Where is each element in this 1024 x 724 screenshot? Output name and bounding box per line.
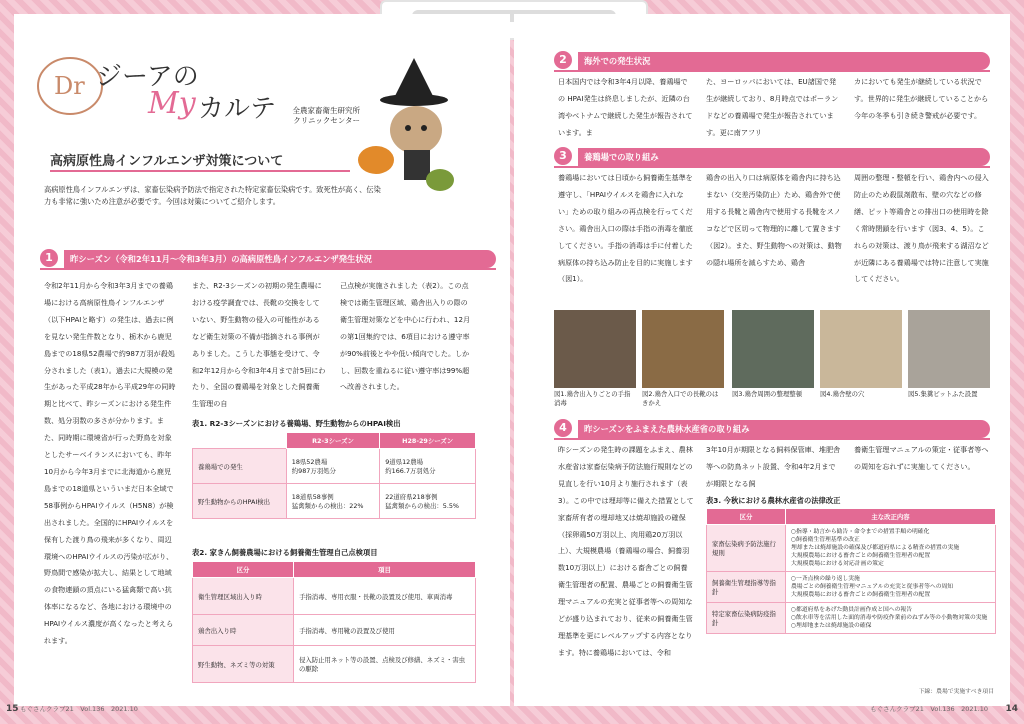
org-line2: クリニックセンター <box>293 116 360 125</box>
table2-caption: 表2. 家きん飼養農場における飼養衛生管理自己点検項目 <box>192 548 378 557</box>
title-underline <box>50 170 350 172</box>
table3-cell: ○都道府県をあげた動員計画作成と国への報告 ○飲水車等を活用した面的消毒や防疫作業前のねずみ等の小動物対策の実施 ○埋却地または焼却施設の確保 <box>786 603 996 634</box>
mascot-illustration <box>354 54 474 194</box>
figure-photo-4 <box>820 310 902 388</box>
table-row <box>193 449 476 484</box>
figure-photo-1 <box>554 310 636 388</box>
table2-cell: 鶏舎出入り時 <box>193 615 294 646</box>
table-row <box>707 572 996 603</box>
table-row <box>707 603 996 634</box>
sec3-heading <box>554 148 990 168</box>
table3-cell: 特定家畜伝染病防疫指針 <box>707 603 786 634</box>
svg-text:Dr: Dr <box>54 72 85 100</box>
figure-caption-4: 図4.鶏舎壁の穴 <box>820 390 865 398</box>
table1-caption: 表1. R2-3シーズンにおける養鶏場、野生動物からのHPAI検出 <box>192 419 401 428</box>
intro-text: 高病原性鳥インフルエンザは、家畜伝染病予防法で指定された特定家畜伝染病です。致死性が高く、伝染力も非常に強いため注意が必要です。今回は対策についてご紹介します。 <box>44 185 381 207</box>
left-footer: もぐさんクラブ21 Vol.136 2021.10 <box>20 705 138 713</box>
table3-cell: ○一斉点検の繰り返し実施 農場ごとの飼養衛生管理マニュアルの充実と従事者等への周知 大規模農場における畜舎ごとの飼養衛生管理者の配置 <box>786 572 996 603</box>
sec4-col2: 3年10月が期限となる飼料保管庫、堆肥舎等への防鳥ネット設置、令和4年2月までが期限となる飼 <box>706 445 841 488</box>
left-page <box>6 14 510 714</box>
table2-header-row <box>193 562 476 578</box>
right-page-number: 14 <box>1005 704 1018 714</box>
table1-header-row <box>193 433 476 449</box>
logo-part2: My <box>148 86 196 121</box>
sec4-number: 4 <box>554 419 572 437</box>
table1-cell: 9道県12農場 約166.7万羽処分 <box>380 449 476 484</box>
table2-cell: 侵入防止用ネット等の設置、点検及び修繕、ネズミ・害虫の駆除 <box>294 646 476 683</box>
table1-cell: 22道府県218事例 猛禽類からの検出：5.5% <box>380 484 476 519</box>
table3-header-1: 主な改正内容 <box>786 509 996 525</box>
org-name <box>290 106 360 126</box>
table-row <box>193 484 476 519</box>
table-row <box>193 578 476 615</box>
right-page <box>514 14 1018 714</box>
sec3-col2: 鶏舎の出入り口は病原体を鶏舎内に持ち込まない（交差汚染防止）ため、鶏舎外で使用する長靴と鶏舎内で使用する長靴をスノコなどで区切って物理的に離して置きます（図2）。また、野生動物への対策は、動物の隠れ場所を減らすため、鶏舎 <box>706 173 842 267</box>
table2-header-0: 区分 <box>193 562 294 578</box>
figure-caption-1: 図1.鶏舎出入りごとの手指消毒 <box>554 390 631 407</box>
table-row <box>193 646 476 683</box>
logo-part1: ジーアの <box>96 62 199 92</box>
sec1-col3: 己点検が実施されました（表2）。この点検では衛生管理区域、鶏舎出入りの際の衛生管理対策などを中心に行われ、12月の第1回集約では、6項目における遵守率が90%前後とやや低い傾向でした。しかし、回数を重ねるに従い遵守率は99%超へ改善されました。 <box>340 281 471 392</box>
table3-header-row <box>707 509 996 525</box>
org-line1: 全農家畜衛生研究所 <box>292 106 360 115</box>
article-title: 高病原性鳥インフルエンザ対策について <box>50 154 284 169</box>
figure-photo-3 <box>732 310 814 388</box>
sec1-number: 1 <box>40 249 58 267</box>
figure-caption-3: 図3.鶏舎周囲の整理整頓 <box>732 390 803 398</box>
table1 <box>192 432 476 519</box>
sec4-col1: 昨シーズンの発生時の課題をふまえ、農林水産省は家畜伝染病予防法施行規則などの見直しを行い10月より施行されます（表3）。この中では埋却等に備えた措置として家畜所有者の埋却地又は焼却施設の確保（採卵鶏50万羽以上、肉用鶏20万羽以上）、大規模農場（養鶏場の場合、飼養羽数10万羽以上）における畜舎ごとの飼養衛生管理者の配置、農場ごとの飼養衛生管理マニュアルの充実と従事者等への周知などが盛り込まれており、従来の飼養衛生管理基準を更にレベルアップする内容となります。特に養鶏場においては、令和 <box>558 445 694 657</box>
table1-cell: 野生動物からのHPAI検出 <box>193 484 287 519</box>
table2-header-1: 項目 <box>294 562 476 578</box>
table1-cell: 養鶏場での発生 <box>193 449 287 484</box>
sec2-number: 2 <box>554 51 572 69</box>
table1-header-2: H28-29シーズン <box>380 433 476 449</box>
table3-cell: 飼養衛生管理指導等指針 <box>707 572 786 603</box>
sec3-number: 3 <box>554 147 572 165</box>
right-footer: もぐさんクラブ21 Vol.136 2021.10 <box>870 705 988 713</box>
table2-cell: 衛生管理区域出入り時 <box>193 578 294 615</box>
sec1-col1: 令和2年11月から令和3年3月までの養鶏場における高病原性鳥インフルエンザ（以下HPAIと略す）の発生は、過去に例を見ない発生件数となり、栃木から鹿児島までの18県52農場で約987万羽が殺処分されました（表1）。過去に大規模の発生があった平成28年から平成29年の同時期と比べて、昨シーズンにおける発生件数、処分羽数の多さが分かります。また、同時期に環境省が行った野鳥を対象としたサーベイランスにおいても、昨年10月から今年3月までに北海道から鹿児島までの18道県といういまだ日本全域で58事例からHPAIウイルス（H5N8）が検出されました。全国的にHPAIウイルスを保有した渡り鳥の飛来が多くなり、周辺環境へのHPAIウイルスの汚染が広がり、野鳥間で感染が拡大し、結果として地域の食物連鎖の頂点にいる猛禽類で高い抗体率になるなど、各地における環境中のHPAIウイルス濃度が高くなったと考えられます。 <box>44 281 176 646</box>
sec2-title: 海外での発生状況 <box>578 52 990 70</box>
column-logo <box>32 50 282 124</box>
table2 <box>192 561 476 683</box>
logo-part3: カルテ <box>198 94 277 124</box>
sec2-heading <box>554 52 990 72</box>
table1-cell: 18県52農場 約987万羽処分 <box>286 449 379 484</box>
sec2-col3: カにおいても発生が継続している状況です。世界的に発生が継続していることから今年の冬季も引き続き警戒が必要です。 <box>854 77 989 120</box>
table3-header-0: 区分 <box>707 509 786 525</box>
table1-header-0 <box>193 433 287 449</box>
table1-cell: 18道県58事例 猛禽類からの検出：22% <box>286 484 379 519</box>
left-page-number: 15 <box>6 704 19 714</box>
figure-caption-2: 図2.鶏舎入口での長靴のはきかえ <box>642 390 719 407</box>
table3-note: 下線：農場で実施すべき項目 <box>918 689 994 695</box>
table-row <box>707 525 996 572</box>
sec3-col3: 周囲の整理・整頓を行い、鶏舎内への侵入防止のため殺鼠剤散布、壁の穴などの修繕、ピット等鶏舎との排出口の使用時を除く常時閉鎖を行います（図3、4、5）。これらの対策は、渡り鳥が飛来する湖沼などが近隣にある養鶏場では特に注意して実施してください。 <box>854 173 989 284</box>
table2-cell: 手指消毒、専用衣服・長靴の設置及び使用、車両消毒 <box>294 578 476 615</box>
sec1-col2: また、R2-3シーズンの初期の発生農場における疫学調査では、長靴の交換をしていない、野生動物の侵入の可能性があるなど衛生対策の不備が指摘される事例がありました。こうした事態を受けて、令和2年12月から令和3年4月まで計5回にわたり、全国の養鶏場を対象とした飼養衛生管理の自 <box>192 281 326 409</box>
sec2-col2: た、ヨーロッパにおいては、EU諸国で発生が継続しており、8月時点ではポーランドなどの養鶏場で発生が報告されています。更に南アフリ <box>706 77 839 137</box>
table3-caption: 表3. 今秋における農林水産省の法律改正 <box>706 496 841 505</box>
figure-photo-5 <box>908 310 990 388</box>
sec4-heading <box>554 420 990 440</box>
sec3-col1: 養鶏場においては日頃から飼養衛生基準を遵守し、「HPAIウイルスを鶏舎に入れない」ための取り組みの再点検を行ってください。鶏舎出入口の際は手指の消毒を徹底してください。手指の消毒は手に付着した病原体の持ち込み防止を目的に実施します（図1）。 <box>558 173 693 284</box>
figure-caption-5: 図5.集糞ピットふた設置 <box>908 390 978 398</box>
table1-header-1: R2-3シーズン <box>286 433 379 449</box>
table3 <box>706 508 996 634</box>
table3-cell: 家畜伝染病予防法施行規則 <box>707 525 786 572</box>
sec4-title: 昨シーズンをふまえた農林水産省の取り組み <box>578 420 990 438</box>
table2-cell: 手指消毒、専用靴の設置及び使用 <box>294 615 476 646</box>
figure-photo-2 <box>642 310 724 388</box>
sec3-title: 養鶏場での取り組み <box>578 148 990 166</box>
table2-cell: 野生動物、ネズミ等の対策 <box>193 646 294 683</box>
sec2-col1: 日本国内では令和3年4月以降、養鶏場での HPAI発生は終息しましたが、近隣の台湾やベトナムで継続した発生が報告されています。ま <box>558 77 693 137</box>
table3-cell: ○指導・助言から勧告・命令までの措置手順の明確化 ○飼養衛生管理基準の改正 埋却または焼却施設の確保及び都道府県による精査の措置の実施 大規模農場における畜舎ごとの飼養衛生管理者の配置 大規模農場における対応計画の策定 <box>786 525 996 572</box>
sec4-col3: 養衛生管理マニュアルの策定・従事者等への周知を忘れずに実施してください。 <box>854 445 989 471</box>
table-row <box>193 615 476 646</box>
sec1-title: 昨シーズン（令和2年11月〜令和3年3月）の高病原性鳥インフルエンザ発生状況 <box>64 250 496 268</box>
mascot-icon <box>354 54 474 194</box>
sec1-heading <box>40 250 496 270</box>
